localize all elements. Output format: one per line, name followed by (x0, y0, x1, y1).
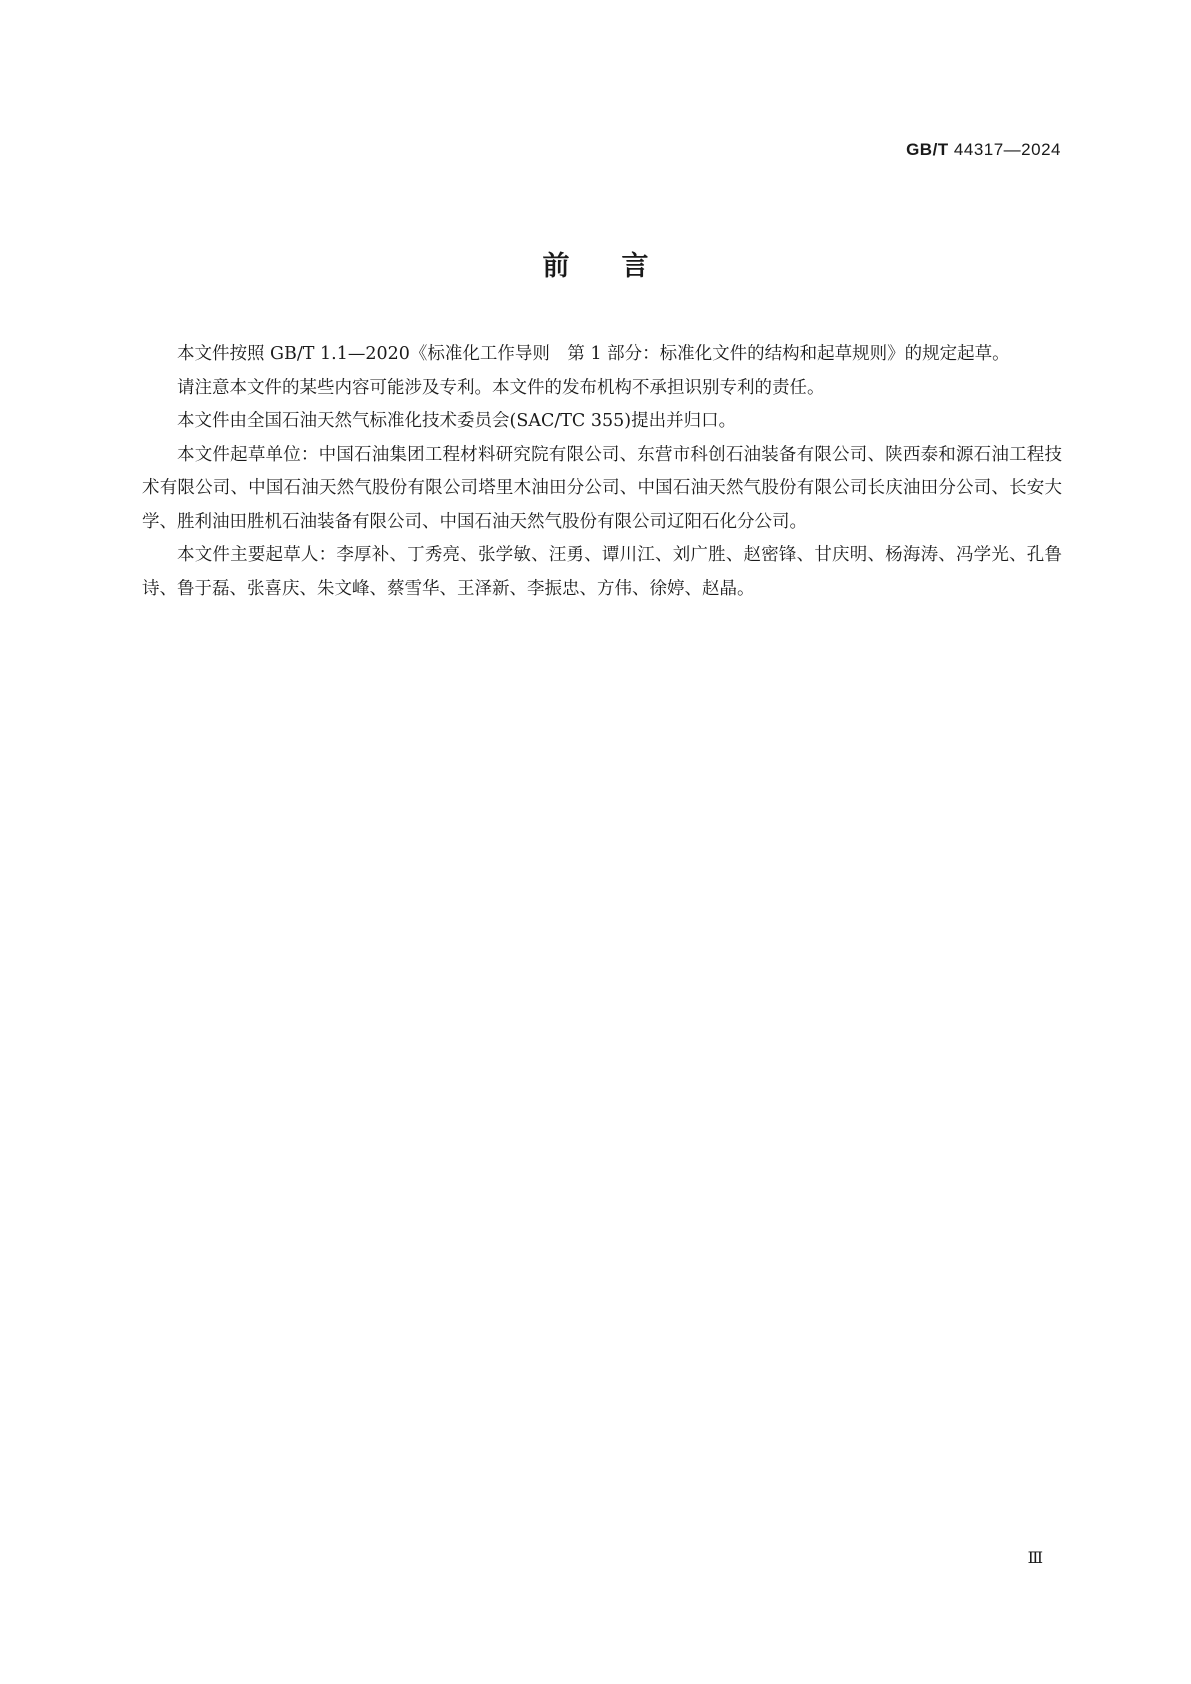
page-number: Ⅲ (1027, 1548, 1043, 1567)
page-title: 前言 (542, 251, 701, 282)
standard-prefix: GB/T (906, 140, 949, 159)
foreword-body (142, 338, 1062, 606)
standard-number: 44317—2024 (953, 140, 1061, 159)
paragraph-drafting-units: 本文件起草单位：中国石油集团工程材料研究院有限公司、东营市科创石油装备有限公司、陕西泰和源石油工程技术有限公司、中国石油天然气股份有限公司塔里木油田分公司、中国石油天然气股份有限公司长庆油田分公司、长安大学、胜利油田胜机石油装备有限公司、中国石油天然气股份有限公司辽阳石化分公司。 (142, 444, 1062, 532)
paragraph-drafting-rules: 本文件按照 GB/T 1.1—2020《标准化工作导则 第 1 部分：标准化文件的结构和起草规则》的规定起草。 (177, 344, 1010, 364)
paragraph-drafters: 本文件主要起草人：李厚补、丁秀亮、张学敏、汪勇、谭川江、刘广胜、赵密锋、甘庆明、杨海涛、冯学光、孔鲁诗、鲁于磊、张喜庆、朱文峰、蔡雪华、王泽新、李振忠、方伟、徐婷、赵晶。 (142, 545, 1062, 599)
paragraph-proposer: 本文件由全国石油天然气标准化技术委员会(SAC/TC 355)提出并归口。 (177, 411, 737, 431)
paragraph-patent-notice: 请注意本文件的某些内容可能涉及专利。本文件的发布机构不承担识别专利的责任。 (177, 377, 825, 398)
standard-code (906, 140, 1061, 160)
